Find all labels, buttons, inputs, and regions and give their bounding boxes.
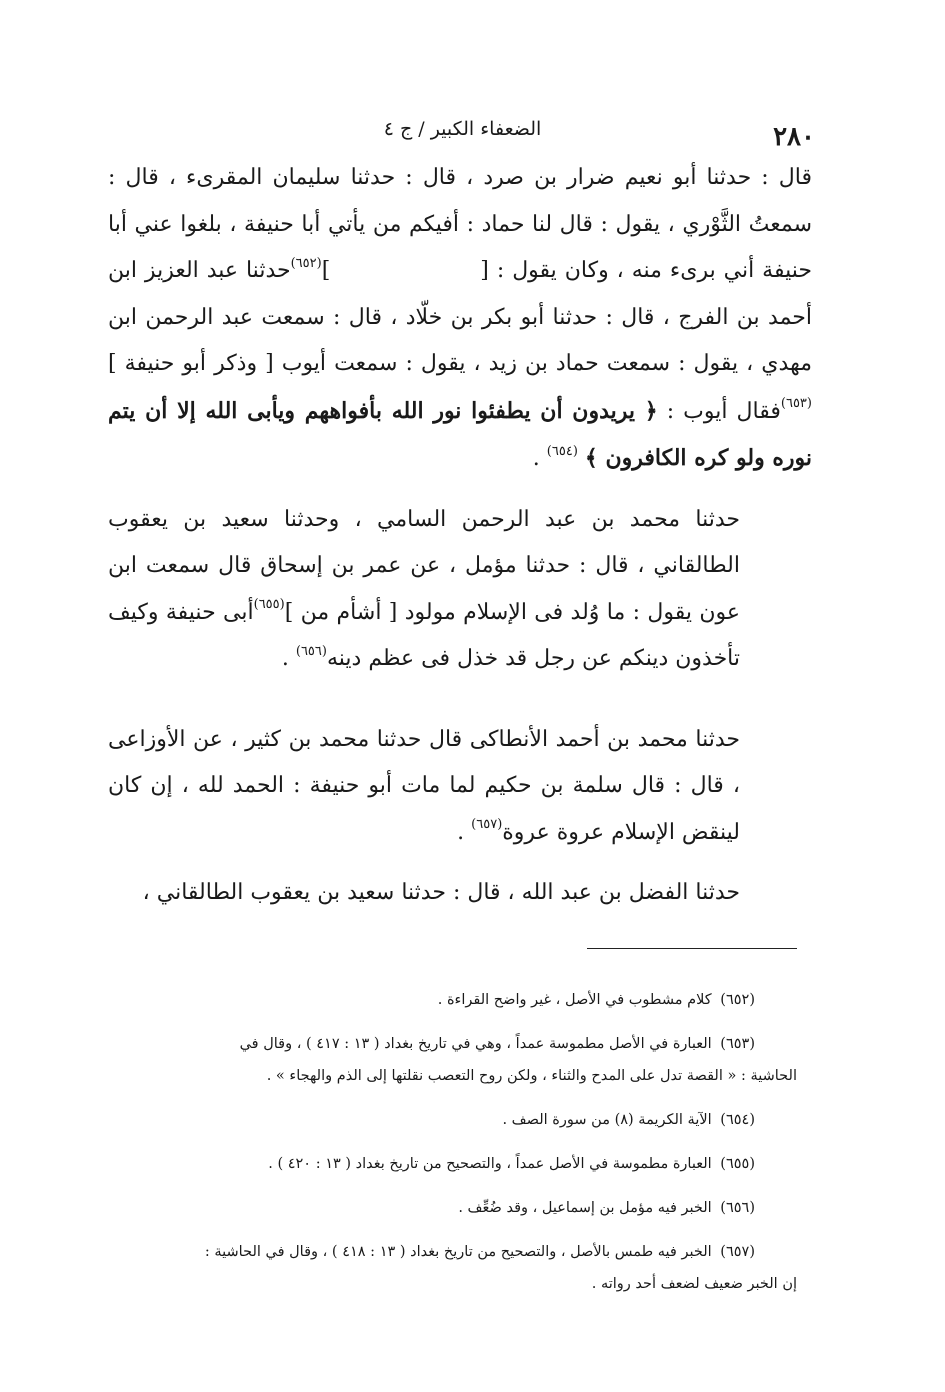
paragraph-2: حدثنا محمد بن عبد الرحمن السامي ، وحدثنا سعيد بن يعقوب الطالقاني ، قال : حدثنا مؤمل ، عن عمر بن إسحاق قال سمعت ابن عون يقول : ما وُلد فى الإسلام مولود [ أشأم من ]$^{(٦٥٥)}$أبى حنيفة وكيف تأخذون دينكم عن رجل قد خذل فى عظم دينه$^{(٦٥٦)}$ . <box>108 506 740 671</box>
paragraph-3: حدثنا محمد بن أحمد الأنطاكى قال حدثنا محمد بن كثير ، عن الأوزاعى ، قال : قال سلمة بن حكيم لما مات أبو حنيفة : الحمد لله ، إن كان لينقض الإسلام عروة عروة$^{(٦٥٧)}$ . <box>108 726 740 845</box>
footnote-ref-657: (٦٥٧) <box>471 817 503 833</box>
main-text <box>108 155 812 917</box>
footnote-divider <box>587 948 797 949</box>
footnotes <box>108 984 797 1312</box>
footnote-ref-653: (٦٥٣) <box>780 396 812 412</box>
footnote-ref-656: (٦٥٦) <box>295 643 327 659</box>
footnote-656: (٦٥٦) الخبر فيه مؤمل بن إسماعيل ، وقد ضُعِّف . <box>458 1200 755 1216</box>
paragraph-1: قال : حدثنا أبو نعيم ضرار بن صرد ، قال : حدثنا سليمان المقرىء ، قال : سمعتُ الثَّوْري ، يقول : قال لنا حماد : أفيكم من يأتي أبا حنيفة ، بلغوا عني أبا حنيفة أني برىء منه ، وكان يقول : []$^{(٦٥٢)}$حدثنا عبد العزيز ابن أحمد بن الفرج ، قال : حدثنا أبو بكر بن خلّاد ، قال : سمعت عبد الرحمن ابن مهدي ، يقول : سمعت حماد بن زيد ، يقول : سمعت أيوب [ وذكر أبو حنيفة ]$^{(٦٥٣)}$فقال أيوب : ﴿ يريدون أن يطفئوا نور الله بأفواههم ويأبى الله إلا أن يتم نوره ولو كره الكافرون ﴾ $^{(٦٥٤)}$ . <box>108 165 812 471</box>
footnote-ref-654: (٦٥٤) <box>546 443 578 459</box>
footnote-657: (٦٥٧) الخبر فيه طمس بالأصل ، والتصحيح من تاريخ بغداد ( ١٣ : ٤١٨ ) ، وقال في الحاشية : إن الخبر ضعيف لضعف أحد رواته . <box>204 1244 797 1292</box>
footnote-654: (٦٥٤) الآية الكريمة (٨) من سورة الصف . <box>502 1112 755 1128</box>
running-header <box>110 112 815 152</box>
footnote-655: (٦٥٥) العبارة مطموسة في الأصل عمداً ، والتصحيح من تاريخ بغداد ( ١٣ : ٤٢٠ ) . <box>268 1156 755 1172</box>
footnote-653: (٦٥٣) العبارة في الأصل مطموسة عمداً ، وهي في تاريخ بغداد ( ١٣ : ٤١٧ ) ، وقال في الحاشية : « القصة تدل على المدح والثناء ، ولكن روح التعصب نقلتها إلى الذم والهجاء » . <box>239 1036 797 1084</box>
quran-verse: ﴿ يريدون أن يطفئوا نور الله بأفواههم ويأبى الله إلا أن يتم نوره ولو كره الكافرون ﴾ <box>108 397 812 471</box>
paragraph-4: حدثنا الفضل بن عبد الله ، قال : حدثنا سعيد بن يعقوب الطالقاني ، <box>142 880 740 905</box>
book-title: الضعفاء الكبير / ج ٤ <box>383 118 542 140</box>
footnote-ref-652: ]$^{(٦٥٢)}$ <box>290 255 331 283</box>
footnote-652: (٦٥٢) كلام مشطوب في الأصل ، غير واضح القراءة . <box>437 992 755 1008</box>
page-number: ٢٨٠ <box>773 122 815 152</box>
footnote-ref-655: (٦٥٥) <box>253 597 285 613</box>
